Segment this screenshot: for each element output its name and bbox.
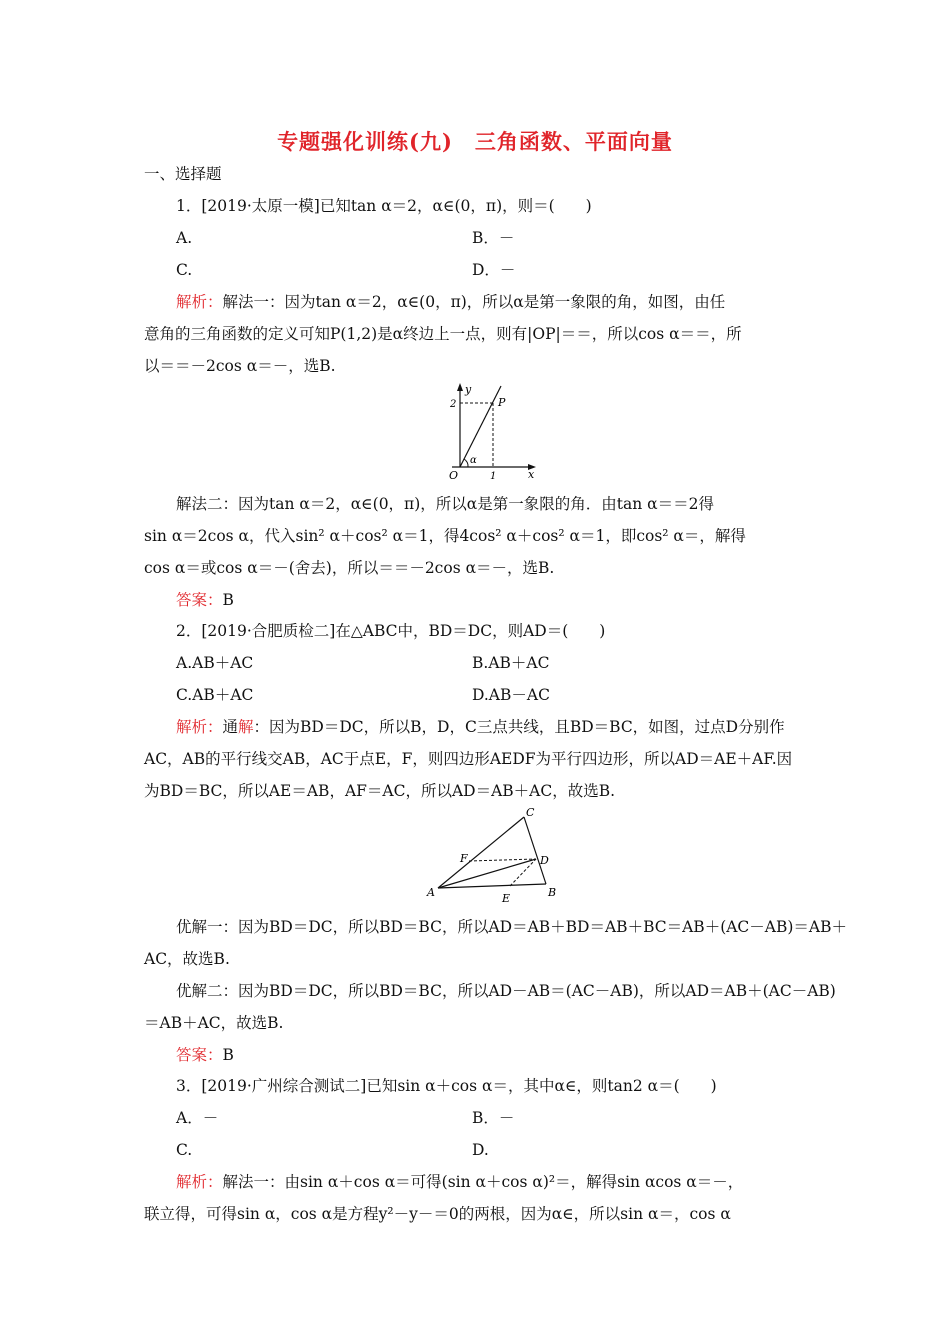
q2-alt1-line-1: 优解一：因为BD＝DC，所以BD＝BC，所以AD＝AB＋BD＝AB＋BC＝AB＋(AC－AB)＝AB＋ — [176, 918, 848, 936]
q1-solution-line-3: 以＝＝－2cos α＝－，选B. — [144, 357, 336, 375]
page-title: 专题强化训练(九) 三角函数、平面向量 — [277, 129, 673, 154]
q1-solution-line-1 — [176, 292, 725, 312]
method-label-2: 解 — [238, 718, 254, 736]
q2-options-ab — [176, 653, 550, 673]
q2-options-cd — [176, 685, 550, 705]
label-2: 2 — [450, 399, 457, 410]
segment-ad — [438, 859, 536, 888]
q2-answer — [176, 1045, 234, 1065]
q3-option-b: B．－ — [472, 1109, 515, 1127]
q3-option-a: A．－ — [176, 1109, 219, 1127]
q3-sol-text-a: 解法一：由sin α＋cos α＝可得(sin α＋cos α)²＝，解得sin αcos α＝－， — [222, 1173, 744, 1191]
q2-option-d: D.AB－AC — [472, 686, 550, 704]
q3-solution-line-2: 联立得，可得sin α，cos α是方程y²－y－＝0的两根，因为α∈，所以sin α＝，cos α — [144, 1205, 731, 1223]
q1-option-b: B．－ — [472, 229, 515, 247]
answer-label: 答案： — [176, 1046, 223, 1064]
q1-sol1-text-a: 解法一：因为tan α＝2，α∈(0，π)，所以α是第一象限的角，如图，由任 — [222, 293, 726, 311]
label-a: A — [427, 886, 435, 899]
q3-solution-line-1 — [176, 1172, 743, 1192]
q1-solution2-line-2: sin α＝2cos α，代入sin² α＋cos² α＝1，得4cos² α＋cos² α＝1，即cos² α＝，解得 — [144, 527, 746, 545]
q2-stem: 2．[2019·合肥质检二]在△ABC中，BD＝DC，则AD＝( ) — [176, 622, 606, 640]
label-c: C — [526, 806, 535, 819]
label-b: B — [548, 886, 557, 899]
label-f: F — [460, 852, 468, 865]
q1-answer — [176, 590, 234, 610]
q1-option-c: C. — [176, 261, 193, 279]
q1-options-cd — [176, 260, 516, 280]
label-o: O — [449, 469, 459, 482]
q1-option-a: A. — [176, 229, 193, 247]
label-d: D — [540, 854, 549, 867]
answer-label: 答案： — [176, 591, 223, 609]
label-p: P — [498, 396, 506, 409]
side-ac — [438, 817, 524, 888]
section-heading: 一、选择题 — [144, 165, 222, 183]
terminal-ray — [460, 386, 501, 467]
side-bc — [524, 817, 546, 884]
q2-sol-text-a: ：因为BD＝DC，所以B，D，C三点共线，且BD＝BC，如图，过点D分别作 — [253, 718, 785, 736]
q2-solution-line-3: 为BD＝BC，所以AE＝AB，AF＝AC，所以AD＝AB＋AC，故选B. — [144, 782, 616, 800]
answer-value: B — [222, 591, 234, 609]
label-y: y — [465, 383, 472, 396]
side-ab — [438, 884, 546, 888]
q2-alt2-line-1: 优解二：因为BD＝DC，所以BD＝BC，所以AD－AB＝(AC－AB)，所以AD＝AB＋(AC－AB) — [176, 982, 836, 1000]
q1-solution2-line-3: cos α＝或cos α＝－(舍去)，所以＝＝－2cos α＝－，选B. — [144, 559, 555, 577]
q2-alt1-line-2: AC，故选B. — [144, 950, 230, 968]
angle-arc — [464, 459, 468, 467]
solution-label: 解析： — [176, 1173, 223, 1191]
q1-solution-line-2: 意角的三角函数的定义可知P(1,2)是α终边上一点，则有|OP|＝＝，所以cos α＝＝，所 — [144, 325, 742, 343]
q3-stem: 3．[2019·广州综合测试二]已知sin α＋cos α＝，其中α∈，则tan2 α＝( ) — [176, 1077, 717, 1095]
q3-options-ab — [176, 1108, 515, 1128]
q1-solution2-line-1: 解法二：因为tan α＝2，α∈(0，π)，所以α是第一象限的角．由tan α＝＝2得 — [176, 495, 714, 513]
q2-option-c: C.AB＋AC — [176, 686, 254, 704]
q1-options-ab — [176, 228, 515, 248]
solution-label: 解析： — [176, 293, 223, 311]
answer-value: B — [222, 1046, 234, 1064]
q1-figure-angle-diagram — [440, 382, 550, 482]
q3-option-d: D. — [472, 1141, 489, 1159]
q3-options-cd — [176, 1140, 489, 1160]
q2-alt2-line-2: ＝AB＋AC，故选B. — [144, 1014, 284, 1032]
q1-option-d: D．－ — [472, 261, 516, 279]
label-alpha: α — [470, 455, 477, 466]
label-x: x — [528, 468, 535, 481]
q3-option-c: C. — [176, 1141, 193, 1159]
label-e: E — [502, 892, 511, 905]
q2-solution-line-2: AC，AB的平行线交AB，AC于点E，F，则四边形AEDF为平行四边形，所以AD＝AE＋AF.因 — [144, 750, 793, 768]
label-1: 1 — [490, 471, 497, 482]
q2-option-a: A.AB＋AC — [176, 654, 254, 672]
q2-option-b: B.AB＋AC — [472, 654, 550, 672]
method-label: 通 — [222, 718, 239, 736]
q1-stem: 1．[2019·太原一模]已知tan α＝2，α∈(0，π)，则＝( ) — [176, 197, 592, 215]
y-axis-arrow — [457, 383, 463, 391]
segment-fd — [469, 859, 536, 861]
q2-figure-triangle — [424, 804, 564, 908]
q2-solution-line-1 — [176, 717, 785, 737]
solution-label: 解析： — [176, 718, 223, 736]
